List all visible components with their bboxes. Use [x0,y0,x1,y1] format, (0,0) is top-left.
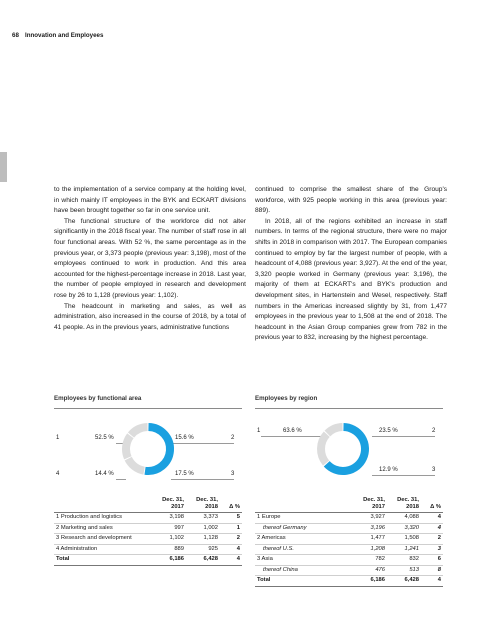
column-header-2017: Dec. 31, 2017 [162,497,184,510]
segment-number: 3 [432,467,436,473]
table-row [54,523,242,534]
segment-number: 3 [231,471,235,477]
table-row [255,555,443,566]
value-2018: 6,428 [387,576,421,587]
segment-percent: 15.6 % [175,435,194,441]
value-change: 4 [220,555,242,566]
segment-percent: 52.5 % [95,435,114,441]
row-label: 3 Research and development [54,534,152,545]
column-header-2018: Dec. 31, 2018 [397,497,419,510]
segment-number: 1 [56,435,60,441]
value-2018: 6,428 [186,555,220,566]
value-2017: 782 [353,555,387,566]
segment-percent: 23.5 % [379,428,398,434]
row-label: Total [54,555,152,566]
value-change: 2 [220,534,242,545]
table-row [255,523,443,534]
leader-line [171,479,234,480]
table-header-row [54,496,242,513]
value-2018: 3,373 [186,513,220,524]
segment-number: 4 [56,471,60,477]
row-label: 4 Administration [54,544,152,555]
value-2018: 4,088 [387,513,421,524]
donut-slice-3 [126,436,130,458]
row-label: Total [255,576,353,587]
table-header-blank [255,496,353,513]
table-row [54,513,242,524]
value-change: 4 [421,523,443,534]
value-2018: 1,241 [387,544,421,555]
row-label: 1 Production and logistics [54,513,152,524]
segment-number: 2 [432,428,436,434]
functional-area-table [54,496,242,566]
value-2017: 1,208 [353,544,387,555]
paragraph: continued to comprise the smallest share of the Group's workforce, with 925 people working in this area (previous year: 889). [255,186,447,215]
donut-slice-2 [128,459,144,471]
table-row [54,534,242,545]
column-header-change: Δ % [430,504,441,510]
segment-number: 2 [231,435,235,441]
table-total-row [54,555,242,566]
body-text-left-column [54,185,246,333]
section-title: Innovation and Employees [25,32,104,39]
value-2018: 1,128 [186,534,220,545]
paragraph: The headcount in marketing and sales, as well as administration, also increased in the course of 2018, by a total of 41 people. As in the previous years, administrative functions [54,302,246,331]
paragraph: to the implementation of a service company at the holding level, in which mainly IT employees in the BYK and ECKART divisions have been brought together so far in one service unit. [54,186,246,215]
value-2017: 3,198 [152,513,186,524]
table-row [255,534,443,545]
value-change: 1 [220,523,242,534]
functional-chart-heading: Employees by functional area [54,395,142,402]
leader-line [372,436,435,437]
table-header-blank [54,496,152,513]
functional-donut-chart [54,408,242,493]
row-label: 2 Marketing and sales [54,523,152,534]
value-2017: 889 [152,544,186,555]
region-chart-heading: Employees by region [255,395,318,402]
column-header-2018: Dec. 31, 2018 [196,497,218,510]
value-change: 2 [421,534,443,545]
value-2017: 476 [353,565,387,576]
value-2017: 3,196 [353,523,387,534]
donut-slice-2 [321,434,327,463]
table-row [255,513,443,524]
paragraph: The functional structure of the workforce did not alter significantly in the 2018 fiscal year. The number of staff rose in all four functional areas. With 52 %, the same percentage as in the previous year, or 3,373 people (previous year: 3,198), most of the employees continued to work in production. And this area accounted for the highest-percentage increase in 2018. Last year, the number of people employed in research and development rose by 26 to 1,128 (previous year: 1,102). [54,217,246,299]
segment-percent: 17.5 % [175,471,194,477]
value-2017: 3,927 [353,513,387,524]
donut-slice-3 [327,427,342,433]
value-change: 4 [421,513,443,524]
table-header-row [255,496,443,513]
value-change: 4 [220,544,242,555]
value-change: 6 [421,555,443,566]
row-label: 3 Asia [255,555,353,566]
segment-number: 1 [257,428,261,434]
row-label: 2 Americas [255,534,353,545]
value-change: 8 [421,565,443,576]
table-total-row [255,576,443,587]
leader-line [116,479,126,480]
region-table [255,496,443,587]
functional-donut [120,421,176,477]
table-row [255,565,443,576]
segment-percent: 14.4 % [95,471,114,477]
body-text-right-column [255,185,447,344]
value-2018: 1,002 [186,523,220,534]
row-label: thereof China [255,565,353,576]
value-2017: 1,102 [152,534,186,545]
leader-line [171,443,234,444]
value-2017: 1,477 [353,534,387,545]
segment-percent: 63.6 % [283,428,302,434]
value-2018: 513 [387,565,421,576]
value-2018: 925 [186,544,220,555]
donut-slice-1 [145,427,170,471]
paragraph: In 2018, all of the regions exhibited an increase in staff numbers. In terms of the regional structure, there were no major shifts in 2018 in comparison with 2017. The European companies continued to employ by far the largest number of people, with a headcount of 4,088 (previous year: 3,927). At the end of the year, 3,320 people worked in Germany (previous year: 3,196), the majority of them at ECKART's and BYK's production and development sites, in Hartenstein and Wesel, respectively. Staff numbers in the Americas increased slightly by 31, from 1,477 employees in the previous year to 1,508 at the end of 2018. The headcount in the Asian Group companies grew from 782 in the previous year to 832, increasing by the highest percentage. [255,217,447,342]
segment-percent: 12.9 % [379,467,398,473]
value-change: 4 [421,576,443,587]
value-2017: 6,186 [353,576,387,587]
column-header-change: Δ % [229,504,240,510]
leader-line [372,475,435,476]
table-row [54,544,242,555]
value-2018: 3,320 [387,523,421,534]
donut-slice-4 [131,427,148,435]
table-row [255,544,443,555]
value-2017: 6,186 [152,555,186,566]
page-number: 68 [12,32,19,39]
row-label: thereof U.S. [255,544,353,555]
side-tab-marker [0,152,7,182]
row-label: 1 Europe [255,513,353,524]
value-2017: 997 [152,523,186,534]
column-header-2017: Dec. 31, 2017 [363,497,385,510]
region-donut-chart [255,408,443,493]
value-2018: 1,508 [387,534,421,545]
value-change: 3 [421,544,443,555]
region-donut [315,421,371,477]
value-change: 5 [220,513,242,524]
row-label: thereof Germany [255,523,353,534]
value-2018: 832 [387,555,421,566]
